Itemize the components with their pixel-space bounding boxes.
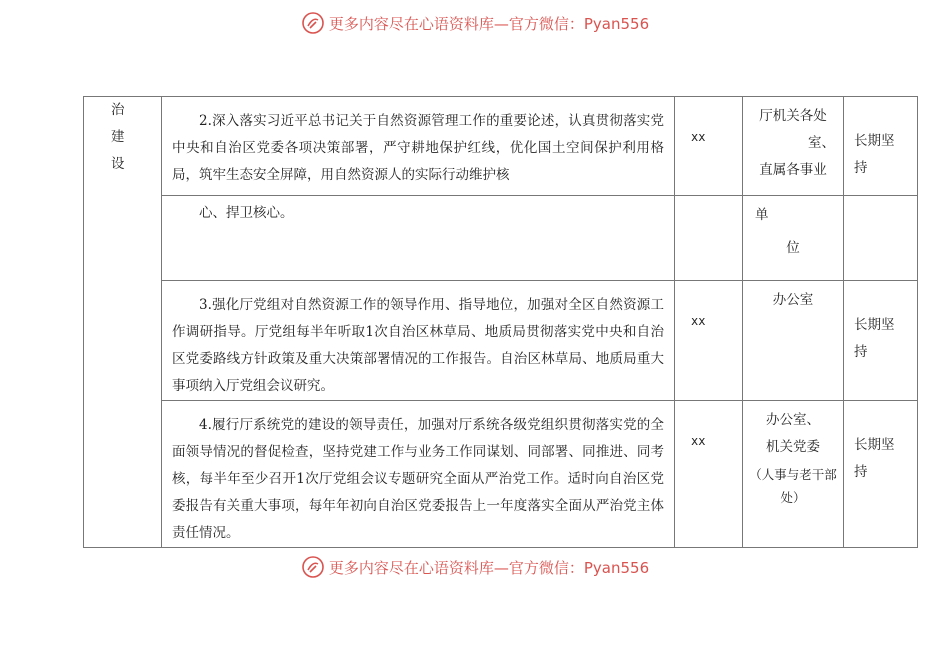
category-char: 设 [111, 156, 125, 172]
book-logo-icon [301, 555, 325, 579]
watermark-bottom [0, 555, 950, 579]
term-line: 长期坚 [854, 317, 895, 333]
dept-line: 单 [755, 207, 769, 223]
code-cell: xx [675, 401, 743, 548]
book-logo-icon [301, 11, 325, 35]
term-cell [844, 196, 918, 281]
term-line: 持 [854, 160, 868, 176]
table-row [84, 97, 918, 196]
dept-line: 直属各事业 [759, 162, 827, 178]
term-cell [844, 281, 918, 401]
dept-line: 位 [786, 240, 800, 256]
table-row [84, 401, 918, 548]
table-row [84, 196, 918, 281]
table-row [84, 281, 918, 401]
category-char: 建 [111, 129, 125, 145]
code-cell: xx [675, 97, 743, 196]
dept-line: 室、 [808, 135, 835, 151]
task-text-cell [162, 401, 675, 548]
task-text-cell [162, 281, 675, 401]
term-cell [844, 97, 918, 196]
dept-line: 处） [780, 490, 806, 505]
watermark-text: 更多内容尽在心语资料库—官方微信：Pyan556 [328, 558, 650, 577]
task-text: 心、捍卫核心。 [199, 205, 294, 221]
watermark-text: 更多内容尽在心语资料库—官方微信：Pyan556 [328, 14, 650, 33]
term-line: 持 [854, 464, 868, 480]
task-text-cell [162, 97, 675, 196]
dept-cell [743, 281, 844, 401]
dept-line: （人事与老干部 [749, 467, 837, 482]
work-plan-table [83, 96, 918, 548]
dept-line: 厅机关各处 [759, 108, 827, 124]
task-text: 4.履行厅系统党的建设的领导责任，加强对厅系统各级党组织贯彻落实党的全面领导情况的督促检查，坚持党建工作与业务工作同谋划、同部署、同推进、同考核，每半年至少召开1次厅党组会议专题研究全面从严治党工作。适时向自治区党委报告有关重大事项，每年年初向自治区党委报告上一年度落实全面从严治党主体责任情况。 [172, 417, 664, 541]
watermark-top [0, 11, 950, 35]
category-cell [84, 97, 162, 548]
term-line: 长期坚 [854, 133, 895, 149]
dept-line: 机关党委 [766, 439, 820, 455]
dept-line: 办公室 [772, 292, 814, 308]
task-text: 3.强化厅党组对自然资源工作的领导作用、指导地位，加强对全区自然资源工作调研指导。厅党组每半年听取1次自治区林草局、地质局贯彻落实党中央和自治区党委路线方针政策及重大决策部署情况的工作报告。自治区林草局、地质局重大事项纳入厅党组会议研究。 [172, 297, 664, 394]
code-cell [675, 196, 743, 281]
term-line: 持 [854, 344, 868, 360]
code-cell: xx [675, 281, 743, 401]
dept-cell [743, 401, 844, 548]
dept-cell [743, 196, 844, 281]
term-cell [844, 401, 918, 548]
term-line: 长期坚 [854, 437, 895, 453]
category-char: 治 [111, 102, 125, 118]
dept-line: 办公室、 [766, 412, 820, 428]
task-text-cell [162, 196, 675, 281]
task-text: 2.深入落实习近平总书记关于自然资源管理工作的重要论述，认真贯彻落实党中央和自治区党委各项决策部署，严守耕地保护红线，优化国土空间保护利用格局，筑牢生态安全屏障，用自然资源人的实际行动维护核 [172, 113, 664, 183]
dept-cell [743, 97, 844, 196]
